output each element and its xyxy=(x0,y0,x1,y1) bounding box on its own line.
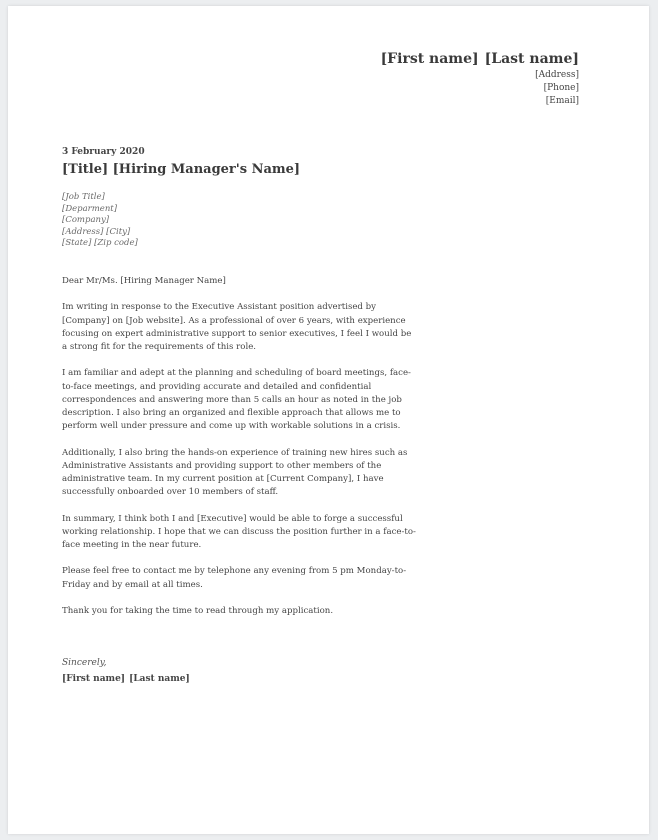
body-paragraph: I am familiar and adept at the planning and scheduling of board meetings, face-to-face meetings, and providing accurate and detailed and confidential correspondences and answering more than 5 calls an hour as noted in the job description. I also bring an organized and flexible approach that allows me to perform well under pressure and come up with workable solutions in a crisis. xyxy=(62,368,411,432)
letter-page xyxy=(8,6,649,834)
body-paragraph: Please feel free to contact me by telephone any evening from 5 pm Monday-to-Friday and by email at all times. xyxy=(62,566,407,590)
recipient-title: [Title] [Hiring Manager's Name] xyxy=(62,162,301,177)
body-paragraph: Thank you for taking the time to read through my application. xyxy=(62,605,334,616)
letter-body xyxy=(62,275,418,631)
salutation: Dear Mr/Ms. [Hiring Manager Name] xyxy=(62,276,226,286)
closing: Sincerely, xyxy=(62,658,107,668)
body-paragraph: Im writing in response to the Executive Assistant position advertised by [Company] on [Job website]. As a professional of over 6 years, with experience focusing on expert administrative support to senior executives, I feel I would be a strong fit for the requirements of this role. xyxy=(62,302,412,352)
recipient-state-zip: [State] [Zip code] xyxy=(62,238,138,248)
sender-first-name: [First name] xyxy=(380,51,479,67)
sender-email: [Email] xyxy=(545,96,579,106)
recipient-address-city: [Address] [City] xyxy=(62,226,131,237)
sender-header xyxy=(381,50,579,108)
recipient-job-title: [Job Title] xyxy=(62,192,105,202)
signature xyxy=(62,674,190,684)
body-paragraph: Additionally, I also bring the hands-on experience of training new hires such as Administrative Assistants and providing support to other members of the administrative team. In my current position at [Current Company], I have successfully onboarded over 10 members of staff. xyxy=(62,447,408,498)
sender-name xyxy=(381,50,579,68)
recipient-department: [Deparment] xyxy=(62,203,118,214)
sender-last-name: [Last name] xyxy=(484,51,579,67)
signature-first-name: [First name] xyxy=(62,674,126,684)
letter-date: 3 February 2020 xyxy=(62,147,145,157)
signature-last-name: [Last name] xyxy=(129,674,190,684)
body-paragraph: In summary, I think both I and [Executive] would be able to forge a successful working relationship. I hope that we can discuss the position further in a face-to-face meeting in the near future. xyxy=(62,513,416,550)
sender-address: [Address] xyxy=(535,70,579,80)
recipient-address xyxy=(62,192,138,250)
sender-phone: [Phone] xyxy=(543,83,579,93)
recipient-company: [Company] xyxy=(62,215,110,225)
